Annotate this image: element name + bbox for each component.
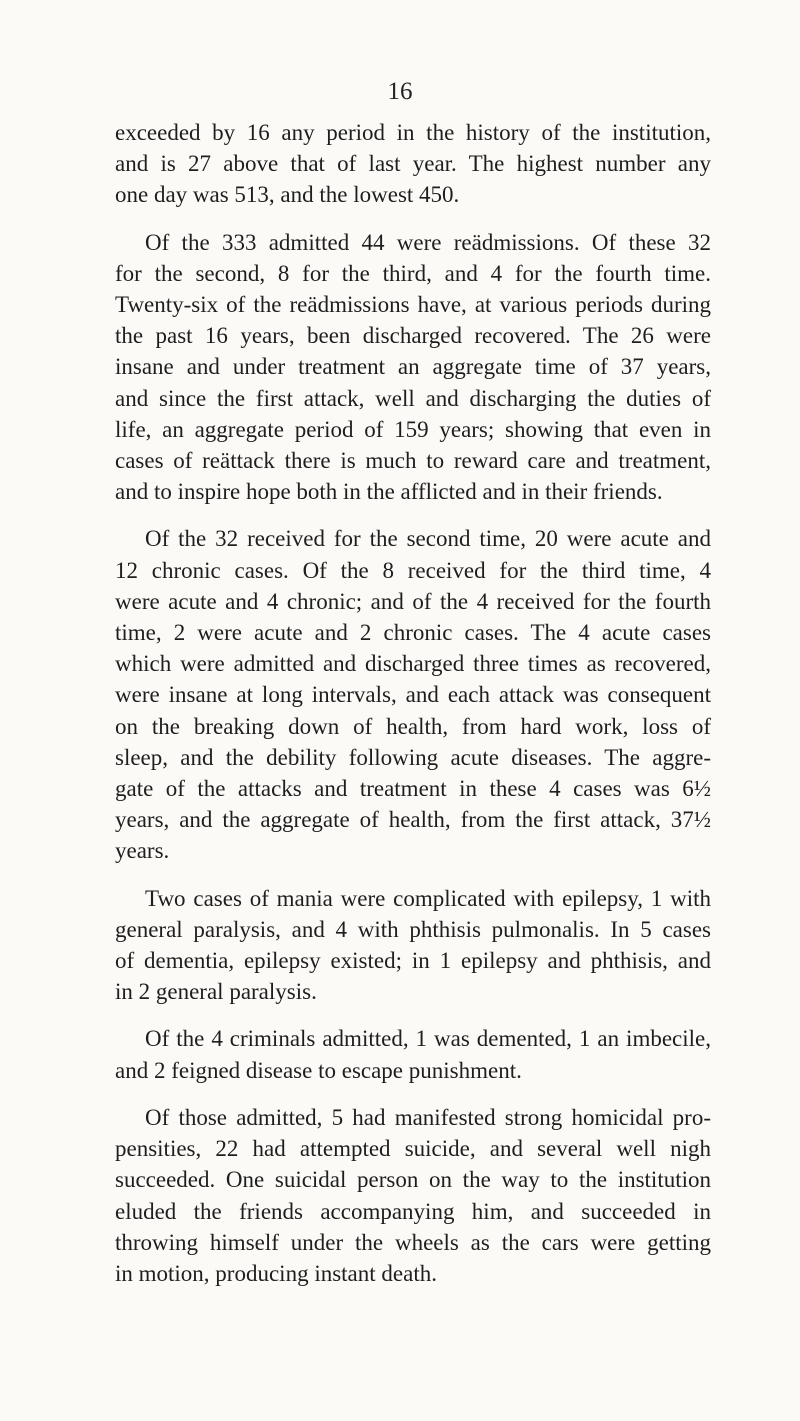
text-line: in motion, producing instant death. bbox=[115, 1260, 437, 1286]
text-line: years. bbox=[115, 838, 170, 864]
text-line: and to inspire hope both in the afflicted and in their friends. bbox=[115, 479, 663, 505]
paragraph bbox=[85, 227, 711, 508]
text-line: Of the 333 admitted 44 were reädmissions. Of these 32 bbox=[145, 229, 711, 255]
paragraph bbox=[85, 1023, 711, 1085]
text-line: 12 chronic cases. Of the 8 received for the third time, 4 bbox=[115, 557, 711, 583]
text-line: eluded the friends accompanying him, and succeeded in bbox=[115, 1198, 711, 1224]
text-line: were acute and 4 chronic; and of the 4 received for the fourth bbox=[115, 588, 711, 614]
text-line: Twenty-six of the reädmissions have, at various periods during bbox=[115, 292, 711, 318]
text-line: gate of the attacks and treatment in these 4 cases was 6½ bbox=[115, 776, 711, 802]
paragraph bbox=[85, 117, 711, 211]
text-line: succeeded. One suicidal person on the way to the institution bbox=[115, 1167, 711, 1193]
text-line: one day was 513, and the lowest 450. bbox=[115, 182, 460, 208]
text-line: Of those admitted, 5 had manifested strong homicidal pro- bbox=[145, 1104, 711, 1130]
paragraph bbox=[85, 883, 711, 1008]
text-line: exceeded by 16 any period in the history of the institution, bbox=[115, 120, 711, 145]
text-line: Of the 32 received for the second time, 20 were acute and bbox=[145, 526, 711, 552]
text-line: years, and the aggregate of health, from the first attack, 37½ bbox=[115, 807, 711, 833]
body-text bbox=[85, 117, 711, 1305]
text-line: throwing himself under the wheels as the cars were getting bbox=[115, 1229, 711, 1255]
text-line: and is 27 above that of last year. The highest number any bbox=[115, 151, 711, 177]
text-line: time, 2 were acute and 2 chronic cases. The 4 acute cases bbox=[115, 620, 711, 646]
text-line: pensities, 22 had attempted suicide, and several well nigh bbox=[115, 1136, 711, 1162]
text-line: and 2 feigned disease to escape punishment. bbox=[115, 1057, 522, 1083]
text-line: in 2 general paralysis. bbox=[115, 979, 317, 1005]
page-number: 16 bbox=[387, 78, 413, 105]
text-line: general paralysis, and 4 with phthisis pulmonalis. In 5 cases bbox=[115, 916, 711, 942]
text-line: which were admitted and discharged three times as recovered, bbox=[115, 651, 711, 677]
text-line: on the breaking down of health, from hard work, loss of bbox=[115, 713, 711, 739]
text-line: the past 16 years, been discharged recovered. The 26 were bbox=[115, 323, 711, 349]
text-line: and since the first attack, well and discharging the duties of bbox=[115, 385, 711, 411]
text-line: Two cases of mania were complicated with epilepsy, 1 with bbox=[145, 885, 711, 911]
paragraph bbox=[85, 523, 711, 866]
paragraph bbox=[85, 1102, 711, 1289]
text-line: cases of reättack there is much to reward care and treatment, bbox=[115, 448, 711, 474]
text-line: life, an aggregate period of 159 years; showing that even in bbox=[115, 416, 711, 442]
text-line: were insane at long intervals, and each attack was consequent bbox=[115, 682, 711, 708]
text-line: sleep, and the debility following acute diseases. The aggre- bbox=[115, 744, 711, 770]
text-line: Of the 4 criminals admitted, 1 was demented, 1 an imbecile, bbox=[145, 1026, 711, 1052]
text-line: for the second, 8 for the third, and 4 for the fourth time. bbox=[115, 260, 711, 286]
text-line: of dementia, epilepsy existed; in 1 epilepsy and phthisis, and bbox=[115, 948, 711, 974]
text-line: insane and under treatment an aggregate time of 37 years, bbox=[115, 354, 711, 380]
